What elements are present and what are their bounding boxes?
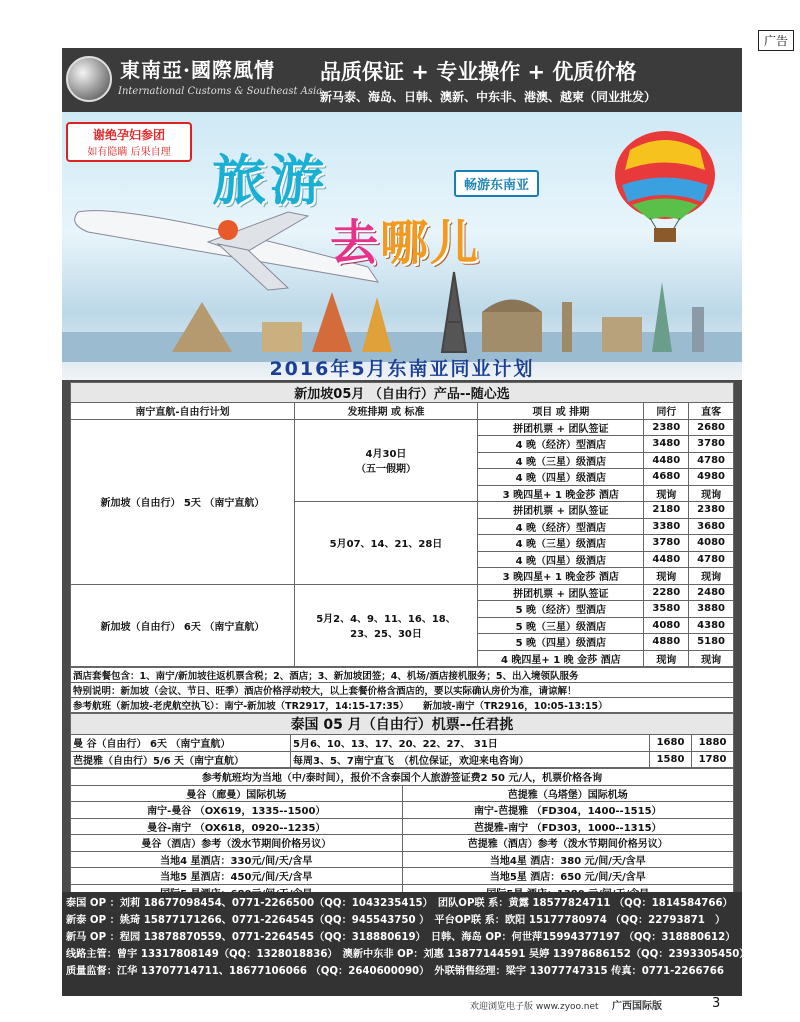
table-header: 发班排期 或 标准 — [294, 403, 477, 420]
dates-cell: 每周3、5、7南宁直飞 （机位保证，欢迎来电咨询） — [291, 751, 650, 768]
contact-line: 线路主管：曾宇 13317808149（QQ：1328018836） 澳新中东非 OP：刘惠 13877144591 吴婷 13978686152（QQ：2393305450） — [66, 949, 750, 960]
banner-title-2 — [330, 204, 480, 273]
price-cell: 现询 — [644, 485, 689, 502]
dates-cell: 5月6、10、13、17、20、22、27、 31日 — [291, 735, 650, 752]
price-cell: 4980 — [689, 469, 734, 486]
price-cell: 3380 — [644, 518, 689, 535]
banner-title-2a: 去 — [330, 215, 381, 271]
logo-subtitle: International Customs & Southeast Asia — [118, 86, 323, 97]
note-line: 特别说明：新加坡（会议、节日、旺季）酒店价格浮动较大，以上套餐价格含酒店的，要以实际确认房价为准，请谅解！ — [71, 683, 734, 698]
item-cell: 4 晚四星+ 1 晚 金莎 酒店 — [478, 650, 644, 667]
hotel-price-cell: 当地4星 酒店：380 元/间/天/含早 — [402, 851, 734, 868]
price-cell: 4080 — [644, 617, 689, 634]
item-cell: 拼团机票 + 团队签证 — [478, 502, 644, 519]
price-cell: 4780 — [689, 452, 734, 469]
flight-cell: 南宁-曼谷 （OX619，1335--1500） — [71, 802, 403, 819]
dates-cell — [294, 584, 477, 667]
table-header: 项目 或 排期 — [478, 403, 644, 420]
item-cell: 4 晚（四星）级酒店 — [478, 469, 644, 486]
price-cell: 4480 — [644, 551, 689, 568]
price-cell: 1580 — [650, 751, 692, 768]
dates-cell — [294, 419, 477, 502]
banner-badge: 畅游东南亚 — [454, 170, 539, 197]
contact-line: 泰国 OP ：刘莉 18677098454、0771-2266500（QQ：1043235415） 团队OP联 系：黄露 18577824711 （QQ：1814584766） — [66, 898, 733, 909]
price-cell: 2180 — [644, 502, 689, 519]
singapore-table — [70, 382, 734, 667]
price-cell: 5180 — [689, 634, 734, 651]
item-cell: 4 晚（三星）级酒店 — [478, 535, 644, 552]
price-cell: 2280 — [644, 584, 689, 601]
price-cell: 3480 — [644, 436, 689, 453]
hotel-ref-cell: 芭提雅（酒店）参考（泼水节期间价格另议） — [402, 835, 734, 852]
hotel-price-cell: 当地5 星酒店：450元/间/天/含早 — [71, 868, 403, 885]
contact-line: 新马 OP ：程园 13878870559、0771-2264545（QQ：318880619） 日韩、海岛 OP：何世萍15994377197 （QQ：318880612） — [66, 932, 736, 943]
table-header: 同行 — [644, 403, 689, 420]
slogan: 品质保证 + 专业操作 + 优质价格 — [320, 60, 637, 84]
price-tables — [70, 382, 734, 901]
price-cell: 3580 — [644, 601, 689, 618]
banner-title-1: 旅游 — [212, 149, 328, 212]
price-cell: 现询 — [644, 650, 689, 667]
hotel-price-cell: 当地5星 酒店：650 元/间/天/含早 — [402, 868, 734, 885]
ad-page — [62, 48, 750, 996]
product-cell: 新加坡（自由行） 5天 （南宁直航） — [71, 419, 295, 584]
table-header: 直客 — [689, 403, 734, 420]
ad-tag: 广告 — [758, 30, 794, 51]
price-cell: 现询 — [689, 568, 734, 585]
dates-cell: 5月07、14、21、28日 — [294, 502, 477, 585]
price-cell: 1680 — [650, 735, 692, 752]
price-cell: 4080 — [689, 535, 734, 552]
hotel-price-cell: 当地4 星酒店：330元/间/天/含早 — [71, 851, 403, 868]
header — [62, 48, 742, 112]
hotel-ref-cell: 曼谷（酒店）参考（泼水节期间价格另议） — [71, 835, 403, 852]
item-cell: 4 晚（三星）级酒店 — [478, 452, 644, 469]
date-line: （五一假期） — [355, 464, 416, 476]
item-cell: 拼团机票 + 团队签证 — [478, 584, 644, 601]
promo-line-2: 如有隐瞒 后果自理 — [87, 147, 171, 158]
footer-text: 欢迎浏览电子版 www.zyoo.net — [470, 1002, 599, 1012]
price-cell: 2480 — [689, 584, 734, 601]
table-header: 南宁直航-自由行计划 — [71, 403, 295, 420]
item-cell: 3 晚四星+ 1 晚金莎 酒店 — [478, 485, 644, 502]
item-cell: 4 晚（经济）型酒店 — [478, 518, 644, 535]
contact-line: 新泰 OP ：姚琦 15877171266、0771-2264545（QQ：945543750 ） 平台OP联 系：欧阳 15177780974 （QQ：22793871 ） — [66, 915, 726, 926]
hot-air-balloon-icon — [610, 130, 720, 250]
flight-cell: 曼谷-南宁 （OX618，0920--1235） — [71, 818, 403, 835]
page-number: 3 — [712, 996, 721, 1011]
thailand-ref-table — [70, 768, 734, 901]
contacts-block — [62, 892, 750, 996]
note-line: 酒店套餐包含：1、南宁/新加坡往返机票含税；2、酒店；3、新加坡团签；4、机场/酒店接机服务；5、出入境领队服务 — [71, 668, 734, 683]
price-cell: 2680 — [689, 419, 734, 436]
item-cell: 5 晚（三星）级酒店 — [478, 617, 644, 634]
price-cell: 4780 — [689, 551, 734, 568]
price-cell: 现询 — [689, 485, 734, 502]
airport-cell: 芭提雅（乌塔堡）国际机场 — [402, 785, 734, 802]
promo-notice — [66, 122, 192, 162]
promo-line-1: 谢绝孕妇参团 — [92, 128, 165, 142]
thailand-table — [70, 713, 734, 768]
banner — [62, 112, 742, 380]
plan-title: 2016年5月东南亚同业计划 — [269, 358, 535, 380]
price-cell: 4380 — [689, 617, 734, 634]
item-cell: 3 晚四星+ 1 晚金莎 酒店 — [478, 568, 644, 585]
contact-line: 质量监督：江华 13707714711、18677106066 （QQ：2640600090） 外联销售经理：梁宇 13077747315 传真：0771-2266766 — [66, 966, 724, 977]
price-cell: 3680 — [689, 518, 734, 535]
logo-text: 東南亞·國際風情 — [120, 58, 275, 82]
price-cell: 现询 — [689, 650, 734, 667]
product-cell: 芭提雅（自由行）5/6 天（南宁直航） — [71, 751, 291, 768]
price-cell: 现询 — [644, 568, 689, 585]
flight-cell: 南宁-芭提雅 （FD304，1400--1515） — [402, 802, 734, 819]
item-cell: 4 晚（四星）级酒店 — [478, 551, 644, 568]
date-line: 4月30日 — [365, 449, 407, 461]
singapore-notes — [70, 667, 734, 713]
item-cell: 4 晚（经济）型酒店 — [478, 436, 644, 453]
note-line: 参考航班（新加坡-老虎航空执飞）：南宁-新加坡（TR2917，14:15-17:35） 新加坡-南宁（TR2916，10:05-13:15） — [71, 698, 734, 713]
flight-cell: 芭提雅-南宁 （FD303，1000--1315） — [402, 818, 734, 835]
price-cell: 1780 — [692, 751, 734, 768]
date-line: 23、25、30日 — [350, 629, 422, 641]
banner-title-2b: 哪儿 — [380, 215, 481, 271]
routes-line: 新马泰、海岛、日韩、澳新、中东非、港澳、越柬（同业批发） — [320, 90, 657, 104]
date-line: 5月2、4、9、11、16、18、 — [316, 614, 456, 626]
ref-note: 参考航班均为当地（中/泰时间），报价不含泰国个人旅游签证费2 50 元/人，机票价格各询 — [71, 769, 734, 786]
price-cell: 3780 — [644, 535, 689, 552]
item-cell: 5 晚（经济）型酒店 — [478, 601, 644, 618]
singapore-section-title: 新加坡05月 （自由行）产品--随心选 — [71, 383, 734, 403]
globe-logo-icon — [66, 56, 112, 102]
item-cell: 5 晚（四星）级酒店 — [478, 634, 644, 651]
price-cell: 1880 — [692, 735, 734, 752]
price-cell: 4680 — [644, 469, 689, 486]
price-cell: 3880 — [689, 601, 734, 618]
price-cell: 3780 — [689, 436, 734, 453]
product-cell: 新加坡（自由行） 6天 （南宁直航） — [71, 584, 295, 667]
price-cell: 2380 — [689, 502, 734, 519]
product-cell: 曼 谷（自由行） 6天 （南宁直航） — [71, 735, 291, 752]
price-cell: 4880 — [644, 634, 689, 651]
item-cell: 拼团机票 + 团队签证 — [478, 419, 644, 436]
thailand-section-title: 泰国 05 月（自由行）机票--任君挑 — [71, 714, 734, 735]
price-cell: 4480 — [644, 452, 689, 469]
footer-brand: 广西国际版 — [612, 1001, 662, 1012]
airport-cell: 曼谷（廊曼）国际机场 — [71, 785, 403, 802]
price-cell: 2380 — [644, 419, 689, 436]
